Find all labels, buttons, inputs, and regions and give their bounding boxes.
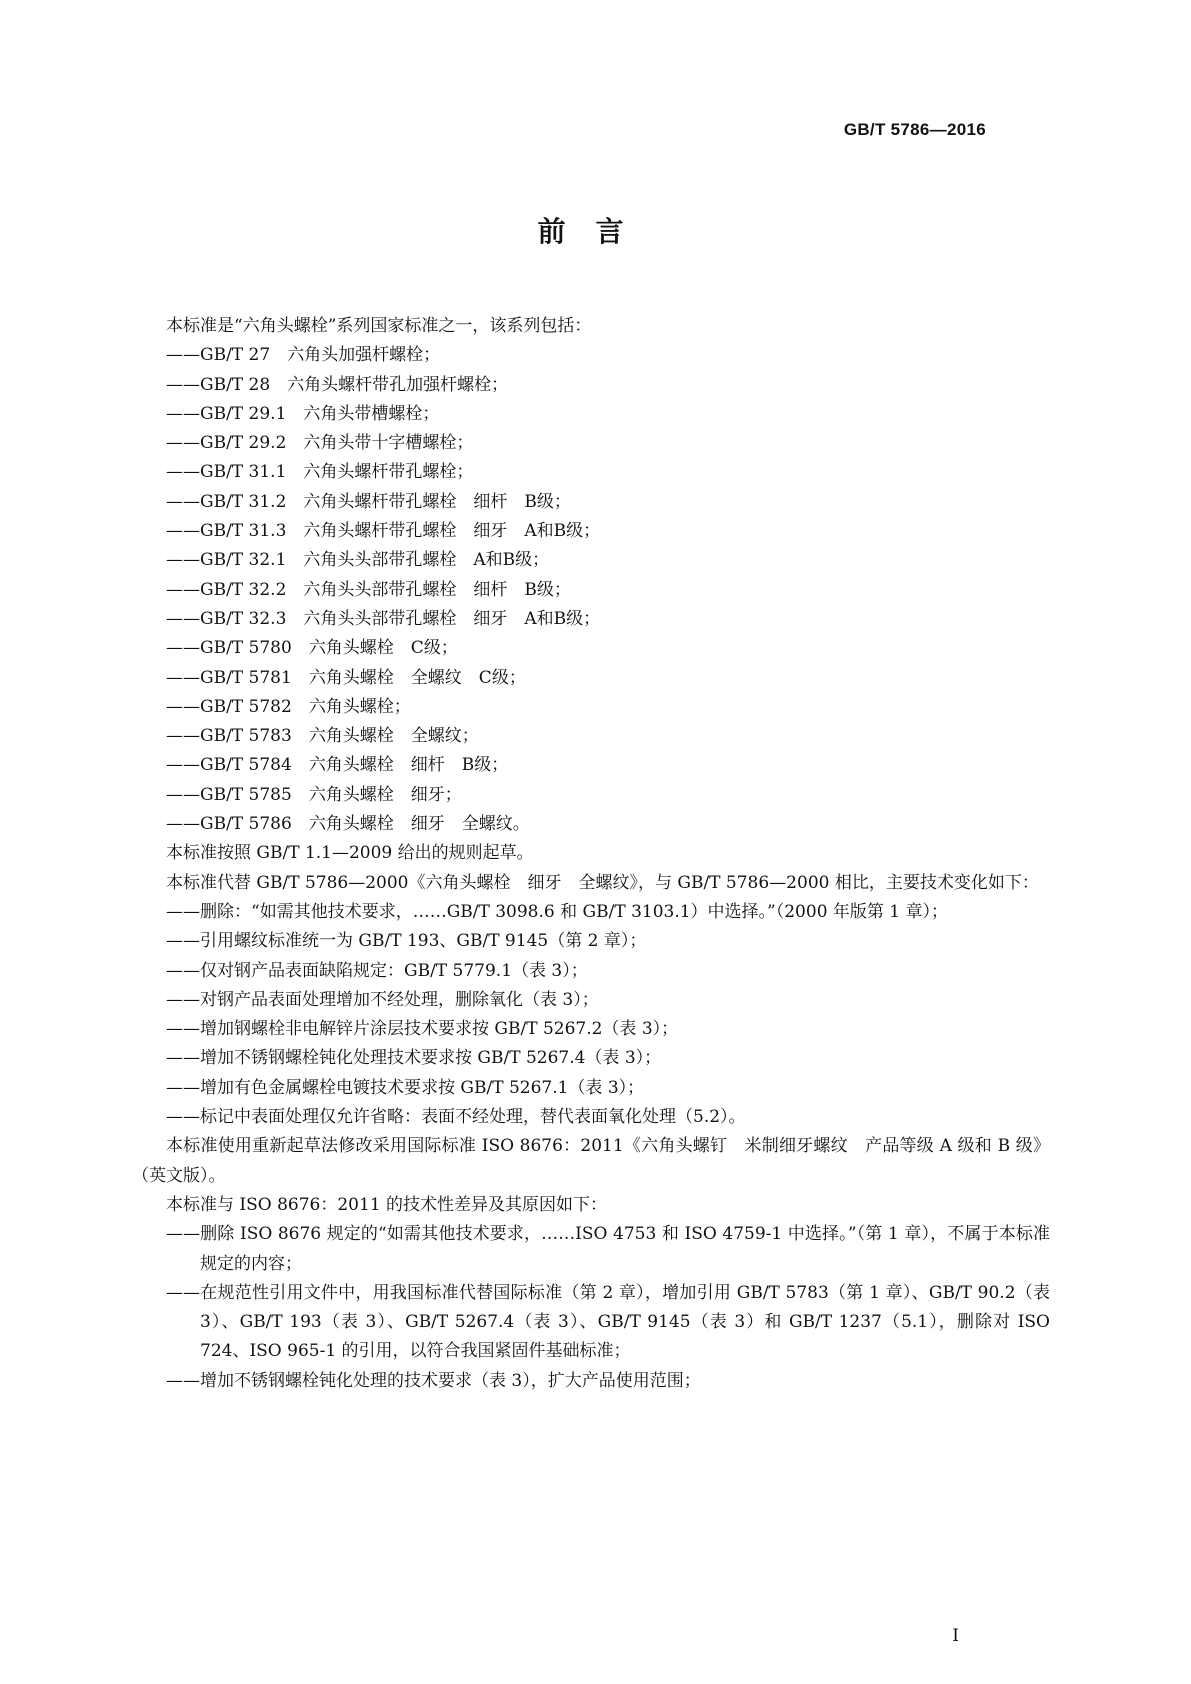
drafting-rule-paragraph: 本标准按照 GB/T 1.1—2009 给出的规则起草。	[166, 843, 534, 864]
series-item	[132, 488, 1050, 517]
change-item-text: 对钢产品表面处理增加不经处理，删除氧化（表 3）；	[200, 989, 599, 1010]
series-name: 六角头头部带孔螺栓 细牙 A和B级；	[303, 608, 601, 629]
series-name: 六角头加强杆螺栓；	[287, 345, 441, 366]
change-item	[132, 957, 1050, 986]
series-code: GB/T 32.3	[200, 608, 287, 629]
standard-number: GB/T 5786—2016	[843, 120, 986, 139]
change-item	[132, 1044, 1050, 1073]
difference-item-text: 删除 ISO 8676 规定的“如需其他技术要求，……ISO 4753 和 ISO 4759-1 中选择。”（第 1 章），不属于本标准规定的内容；	[200, 1224, 1050, 1274]
series-item	[132, 576, 1050, 605]
list-dash: ——	[166, 403, 200, 424]
list-dash: ——	[166, 1019, 200, 1040]
foreword-body	[132, 312, 1050, 1396]
series-name: 六角头螺栓 全螺纹；	[308, 726, 479, 747]
series-list	[132, 341, 1050, 839]
list-dash: ——	[166, 491, 200, 512]
series-code: GB/T 32.1	[200, 550, 287, 571]
series-code: GB/T 5781	[200, 667, 292, 688]
list-dash: ——	[166, 989, 200, 1010]
series-code: GB/T 28	[200, 374, 271, 395]
series-name: 六角头螺杆带孔螺栓 细杆 B级；	[303, 491, 571, 512]
difference-item	[132, 1220, 1050, 1279]
series-name: 六角头螺栓 细牙 全螺纹。	[308, 814, 530, 835]
list-dash: ——	[166, 1107, 200, 1128]
list-dash: ——	[166, 931, 200, 952]
list-dash: ——	[166, 345, 200, 366]
change-item	[132, 1103, 1050, 1132]
list-dash: ——	[166, 814, 200, 835]
list-dash: ——	[166, 1048, 200, 1069]
series-item	[132, 429, 1050, 458]
series-item	[132, 634, 1050, 663]
change-item-text: 引用螺纹标准统一为 GB/T 193、GB/T 9145（第 2 章）；	[200, 931, 647, 952]
series-item	[132, 400, 1050, 429]
series-name: 六角头螺栓；	[308, 696, 411, 717]
series-item	[132, 371, 1050, 400]
series-item	[132, 722, 1050, 751]
intro-paragraph: 本标准是“六角头螺栓”系列国家标准之一，该系列包括：	[166, 316, 592, 336]
series-item	[132, 341, 1050, 370]
series-item	[132, 781, 1050, 810]
series-code: GB/T 5780	[200, 638, 292, 659]
list-dash: ——	[166, 755, 200, 776]
change-item-text: 仅对钢产品表面缺陷规定：GB/T 5779.1（表 3）；	[200, 960, 588, 981]
series-name: 六角头带槽螺栓；	[303, 403, 440, 424]
page-number: I	[952, 1626, 959, 1646]
change-item-text: 删除：“如需其他技术要求，……GB/T 3098.6 和 GB/T 3103.1）中选择。”（2000 年版第 1 章）；	[200, 901, 949, 922]
change-item	[132, 1015, 1050, 1044]
change-item-text: 增加不锈钢螺栓钝化处理技术要求按 GB/T 5267.4（表 3）；	[200, 1048, 662, 1069]
change-item	[132, 1074, 1050, 1103]
list-dash: ——	[166, 960, 200, 981]
series-name: 六角头螺栓 细杆 B级；	[308, 755, 509, 776]
list-dash: ——	[166, 462, 200, 483]
series-item	[132, 546, 1050, 575]
series-name: 六角头螺栓 细牙；	[308, 784, 462, 805]
list-dash: ——	[166, 374, 200, 395]
list-dash: ——	[166, 608, 200, 629]
series-code: GB/T 31.1	[200, 462, 287, 483]
series-item	[132, 810, 1050, 839]
change-item-text: 增加钢螺栓非电解锌片涂层技术要求按 GB/T 5267.2（表 3）；	[200, 1019, 679, 1040]
list-dash: ——	[166, 726, 200, 747]
change-item-text: 标记中表面处理仅允许省略：表面不经处理，替代表面氧化处理（5.2）。	[200, 1107, 746, 1128]
page-title: 前言	[537, 215, 654, 248]
list-dash: ——	[166, 667, 200, 688]
series-name: 六角头螺杆带孔螺栓 细牙 A和B级；	[303, 521, 601, 542]
list-dash: ——	[166, 550, 200, 571]
series-name: 六角头螺栓 全螺纹 C级；	[308, 667, 526, 688]
series-name: 六角头带十字槽螺栓；	[303, 433, 474, 454]
difference-item	[132, 1279, 1050, 1367]
series-code: GB/T 29.2	[200, 433, 287, 454]
series-name: 六角头螺杆带孔加强杆螺栓；	[287, 374, 509, 395]
series-code: GB/T 5783	[200, 726, 292, 747]
series-code: GB/T 31.2	[200, 491, 287, 512]
difference-item	[132, 1367, 1050, 1396]
differences-list	[132, 1220, 1050, 1396]
series-item	[132, 664, 1050, 693]
change-item-text: 增加有色金属螺栓电镀技术要求按 GB/T 5267.1（表 3）；	[200, 1077, 645, 1098]
series-code: GB/T 29.1	[200, 403, 287, 424]
list-dash: ——	[166, 1224, 200, 1245]
series-item	[132, 693, 1050, 722]
series-name: 六角头螺栓 C级；	[308, 638, 458, 659]
series-code: GB/T 5784	[200, 755, 292, 776]
list-dash: ——	[166, 638, 200, 659]
list-dash: ——	[166, 1077, 200, 1098]
list-dash: ——	[166, 433, 200, 454]
list-dash: ——	[166, 784, 200, 805]
replaces-paragraph: 本标准代替 GB/T 5786—2000《六角头螺栓 细牙 全螺纹》，与 GB/T 5786—2000 相比，主要技术变化如下：	[166, 872, 1039, 893]
series-code: GB/T 32.2	[200, 579, 287, 600]
list-dash: ——	[166, 1370, 200, 1391]
list-dash: ——	[166, 579, 200, 600]
changes-list	[132, 898, 1050, 1132]
adoption-paragraph: 本标准使用重新起草法修改采用国际标准 ISO 8676：2011《六角头螺钉 米制细牙螺纹 产品等级 A 级和 B 级》（英文版）。	[132, 1136, 1050, 1186]
list-dash: ——	[166, 901, 200, 922]
list-dash: ——	[166, 1282, 200, 1303]
series-name: 六角头螺杆带孔螺栓；	[303, 462, 474, 483]
differences-intro-paragraph: 本标准与 ISO 8676：2011 的技术性差异及其原因如下：	[166, 1194, 608, 1215]
series-code: GB/T 5786	[200, 814, 292, 835]
series-item	[132, 517, 1050, 546]
series-code: GB/T 27	[200, 345, 271, 366]
series-code: GB/T 5785	[200, 784, 292, 805]
difference-item-text: 增加不锈钢螺栓钝化处理的技术要求（表 3），扩大产品使用范围；	[200, 1370, 701, 1391]
series-name: 六角头头部带孔螺栓 A和B级；	[303, 550, 550, 571]
series-name: 六角头头部带孔螺栓 细杆 B级；	[303, 579, 571, 600]
series-item	[132, 605, 1050, 634]
series-item	[132, 458, 1050, 487]
list-dash: ——	[166, 521, 200, 542]
series-code: GB/T 5782	[200, 696, 292, 717]
change-item	[132, 898, 1050, 927]
difference-item-text: 在规范性引用文件中，用我国标准代替国际标准（第 2 章），增加引用 GB/T 5783（第 1 章）、GB/T 90.2（表 3）、GB/T 193（表 3）、GB/T 5267.4（表 3）、GB/T 9145（表 3）和 GB/T 1237（5.1），删除对 ISO 724、ISO 965-1 的引用，以符合我国紧固件基础标准；	[200, 1282, 1050, 1362]
change-item	[132, 927, 1050, 956]
list-dash: ——	[166, 696, 200, 717]
series-item	[132, 751, 1050, 780]
change-item	[132, 986, 1050, 1015]
series-code: GB/T 31.3	[200, 521, 287, 542]
